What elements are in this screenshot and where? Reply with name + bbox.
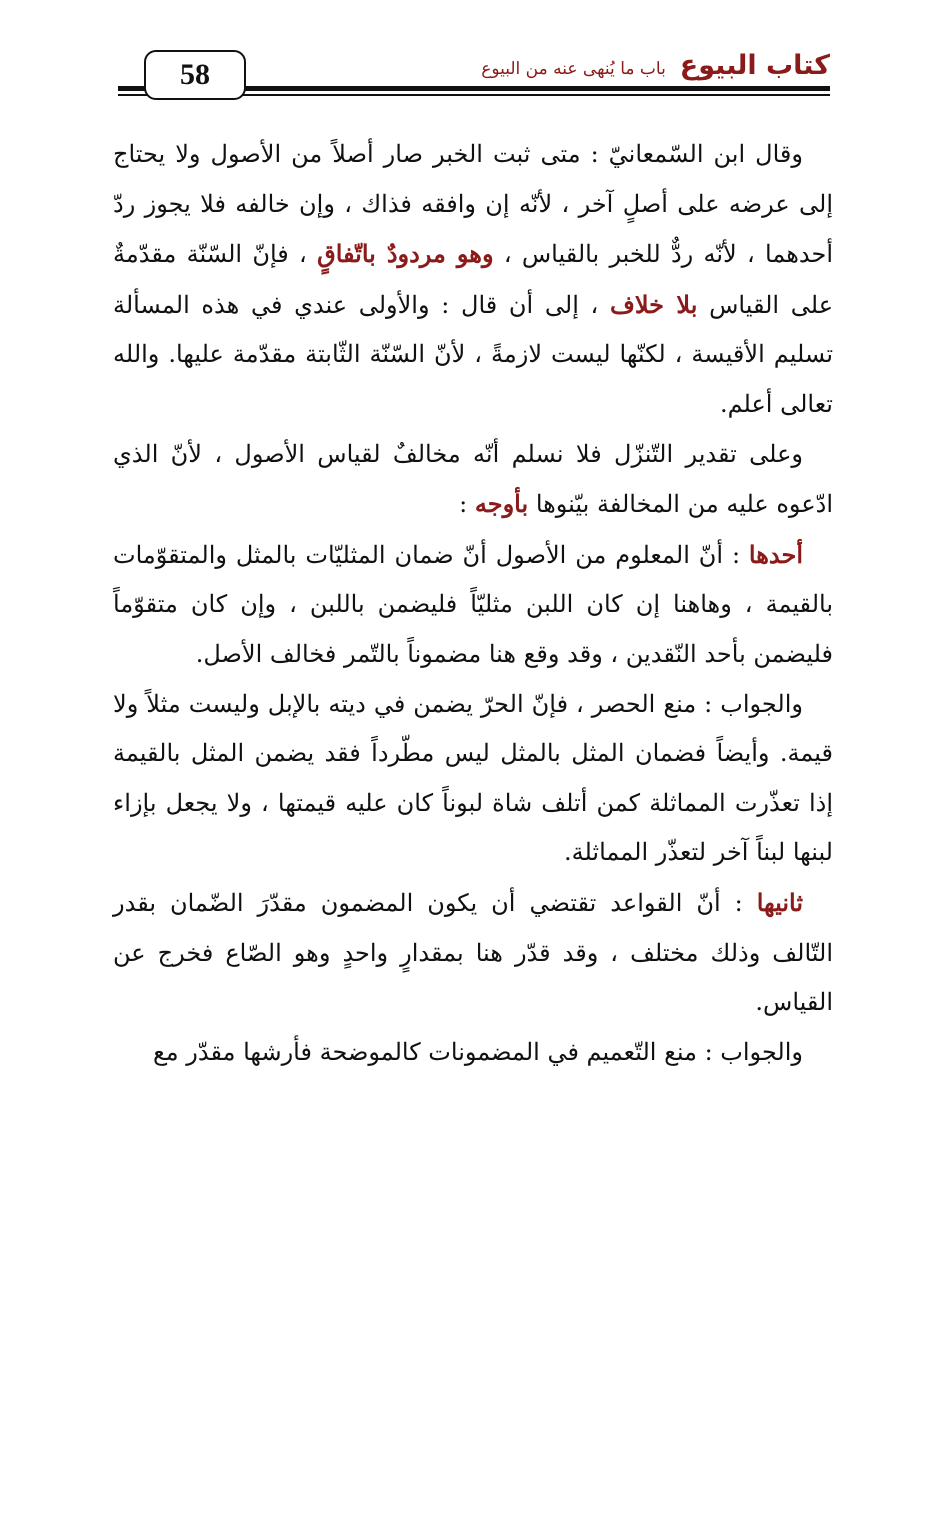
paragraph	[113, 878, 833, 1028]
text-segment: ، فإنّ السّنّة مقدّمةٌ على القياس	[113, 240, 834, 319]
text-segment: : أنّ المعلوم من الأصول أنّ ضمان المثليّات بالمثل والمتقوّمات بالقيمة ، وهاهنا إن كان اللبن مثليّاً فليضمن باللبن ، وإن كان متقوّماً فليضمن بأحد النّقدين ، وقد وقع هنا مضموناً بالتّمر فخالف الأصل.	[113, 540, 833, 668]
book-title: كتاب البيوع	[679, 50, 830, 81]
paragraph	[113, 1028, 833, 1078]
chapter-title: باب ما يُنهى عنه من البيوع	[481, 59, 666, 79]
paragraph	[113, 430, 833, 530]
page-body	[113, 130, 833, 1077]
page-header	[118, 50, 830, 106]
text-segment: ، إلى أن قال : والأولى عندي في هذه المسألة تسليم الأقيسة ، لكنّها ليست لازمةً ، لأنّ السّنّة الثّابتة مقدّمة عليها. والله تعالى أعلم.	[113, 290, 833, 418]
highlighted-phrase: أحدها	[748, 539, 803, 569]
paragraph	[113, 130, 833, 430]
paragraph	[113, 530, 833, 680]
highlighted-phrase: بلا خلاف	[609, 289, 698, 319]
header-titles	[481, 50, 830, 81]
text-segment: وعلى تقدير التّنزّل فلا نسلم أنّه مخالفٌ لقياس الأصول ، لأنّ الذي ادّعوه عليه من المخالفة بيّنوها	[113, 439, 833, 519]
text-segment: :	[459, 490, 475, 519]
text-segment: والجواب : منع الحصر ، فإنّ الحرّ يضمن في ديته بالإبل وليست مثلاً ولا قيمة. وأيضاً فضمان المثل بالمثل ليس مطّرداً فقد يضمن المثل بالقيمة إذا تعذّرت المماثلة كمن أتلف شاة لبوناً كان عليه قيمتها ، ولا يجعل بإزاء لبنها لبناً آخر لتعذّر المماثلة.	[113, 689, 833, 867]
highlighted-phrase: ثانيها	[756, 887, 803, 917]
highlighted-phrase: بأوجه	[474, 489, 529, 519]
paragraph	[113, 680, 833, 878]
text-segment: وقال ابن السّمعانيّ : متى ثبت الخبر صار أصلاً من الأصول ولا يحتاج إلى عرضه على أصلٍ آخر ، لأنّه إن وافقه فذاك ، وإن خالفه فلا يجوز ردّ أحدهما ، لأنّه ردٌّ للخبر بالقياس ،	[113, 140, 833, 269]
page-number: 58	[144, 50, 246, 100]
text-segment: : أنّ القواعد تقتضي أن يكون المضمون مقدّرَ الضّمان بقدر التّالف وذلك مختلف ، وقد قدّر هنا بمقدارٍ واحدٍ وهو الصّاع فخرج عن القياس.	[113, 888, 833, 1017]
text-segment: والجواب : منع التّعميم في المضمونات كالموضحة فأرشها مقدّر مع	[153, 1037, 803, 1066]
highlighted-phrase: وهو مردودٌ باتّفاقٍ	[317, 239, 494, 269]
